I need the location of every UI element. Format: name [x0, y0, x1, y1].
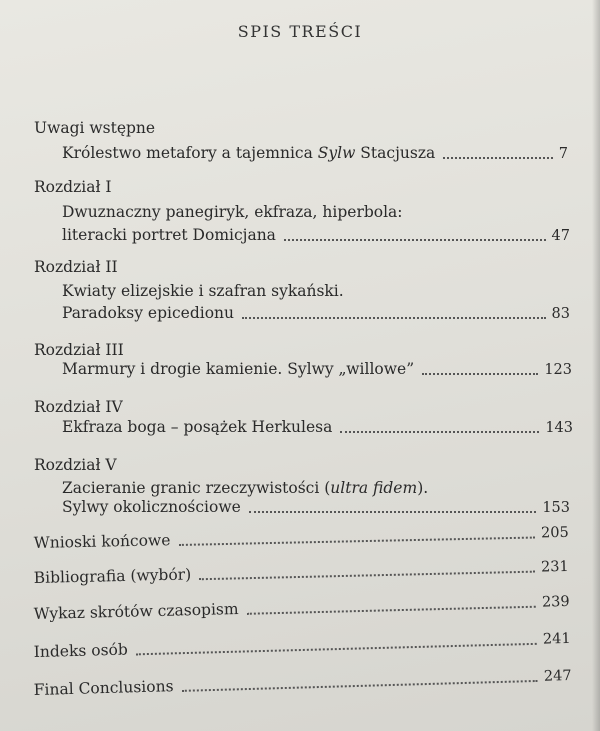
section-heading-introduction: Uwagi wstępne	[34, 119, 156, 137]
toc-entry-introduction	[62, 146, 568, 162]
page-number: 205	[540, 524, 569, 542]
page-number: 123	[544, 362, 572, 378]
leader-dots	[182, 679, 538, 691]
leader-dots	[242, 317, 546, 319]
leader-dots	[422, 373, 538, 375]
toc-entry-final-conclusions	[34, 668, 572, 699]
toc-entry-title: literacki portret Domicjana	[62, 226, 276, 244]
toc-entry-index	[34, 631, 571, 661]
chapter-heading-3: Rozdział III	[34, 341, 124, 359]
toc-entry-bibliography	[34, 559, 569, 587]
page-number: 143	[545, 420, 573, 436]
leader-dots	[284, 239, 546, 241]
toc-entry-conclusions	[34, 525, 569, 552]
leader-dots	[340, 431, 539, 433]
page-number: 231	[540, 558, 569, 576]
leader-dots	[178, 536, 535, 545]
toc-entry-chapter-4	[62, 420, 573, 436]
page-number: 247	[543, 667, 572, 685]
toc-entry-title: Królestwo metafory a tajemnica Sylw Stacjusza	[62, 144, 436, 162]
toc-entry-subtitle: Zacieranie granic rzeczywistości (ultra fidem).	[62, 479, 429, 497]
toc-entry-title: Ekfraza boga – posążek Herkulesa	[62, 418, 333, 436]
toc-entry-title: Wnioski końcowe	[33, 531, 171, 552]
leader-dots	[199, 570, 535, 580]
chapter-heading-2: Rozdział II	[34, 258, 118, 276]
toc-entry-subtitle: Kwiaty elizejskie i szafran sykański.	[62, 282, 344, 300]
toc-entry-chapter-5	[62, 500, 570, 516]
page-edge-shadow	[592, 0, 600, 731]
toc-entry-title: Wykaz skrótów czasopism	[33, 600, 239, 623]
toc-entry-title: Marmury i drogie kamienie. Sylwy „willowe”	[62, 360, 415, 378]
leader-dots	[136, 642, 537, 655]
page-number: 7	[558, 146, 568, 162]
page-title: SPIS TREŚCI	[237, 22, 363, 41]
page-number: 153	[542, 500, 570, 516]
page-number: 83	[551, 306, 570, 322]
toc-entry-subtitle: Dwuznaczny panegiryk, ekfraza, hiperbola:	[62, 203, 403, 221]
toc-entry-title: Paradoksy epicedionu	[62, 304, 234, 322]
chapter-heading-1: Rozdział I	[34, 178, 112, 196]
page-number: 47	[551, 228, 570, 244]
toc-entry-chapter-3	[62, 362, 572, 378]
leader-dots	[443, 157, 553, 159]
toc-entry-title: Final Conclusions	[33, 677, 174, 699]
page-number: 239	[541, 593, 570, 611]
toc-entry-title: Indeks osób	[33, 640, 128, 661]
chapter-heading-5: Rozdział V	[34, 456, 117, 474]
page-number: 241	[542, 630, 571, 648]
chapter-heading-4: Rozdział IV	[34, 398, 123, 416]
toc-entry-title: Bibliografia (wybór)	[33, 565, 192, 587]
toc-entry-chapter-2	[62, 306, 570, 322]
leader-dots	[247, 605, 536, 614]
leader-dots	[249, 511, 537, 513]
toc-entry-journal-abbreviations	[34, 594, 570, 623]
toc-entry-title: Sylwy okolicznościowe	[62, 498, 241, 516]
toc-entry-chapter-1	[62, 228, 570, 244]
